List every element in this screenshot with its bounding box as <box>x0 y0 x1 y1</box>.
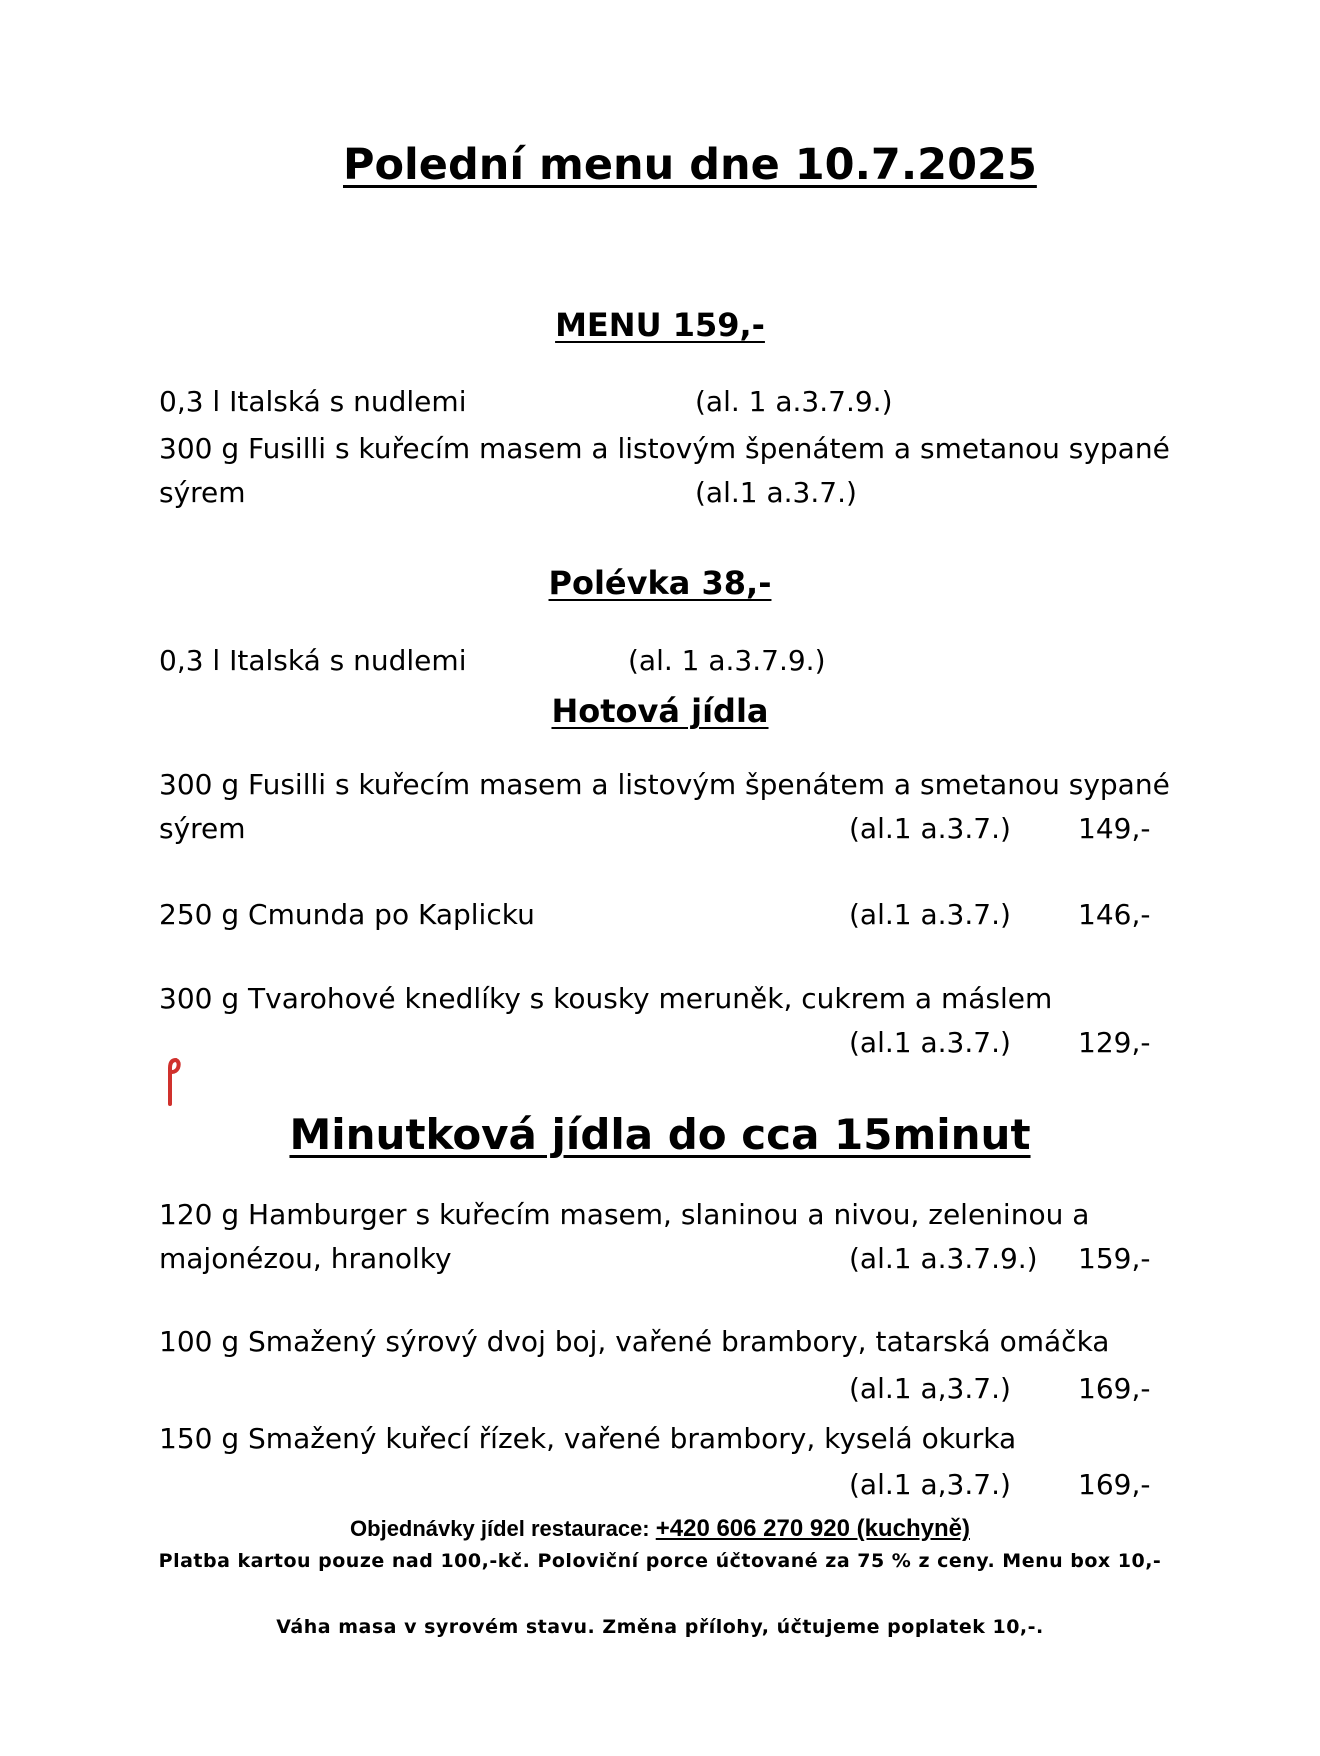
quick-meal-3-line1: 150 g Smažený kuřecí řízek, vařené brambory, kyselá okurka <box>159 1422 1017 1455</box>
red-pin-mark-icon <box>166 1056 182 1106</box>
quick-meal-1-price: 159,- <box>1078 1242 1151 1275</box>
page-title: Polední menu dne 10.7.2025 <box>343 140 1037 190</box>
ready-meal-1-line1: 300 g Fusilli s kuřecím masem a listovým špenátem a smetanou sypané <box>159 768 1170 801</box>
ready-meal-1-line2: sýrem <box>159 812 246 845</box>
footer-note-weight: Váha masa v syrovém stavu. Změna přílohy, účtujeme poplatek 10,-. <box>276 1616 1044 1638</box>
menu-heading: MENU 159,- <box>555 306 765 344</box>
quick-meal-3-price: 169,- <box>1078 1468 1151 1501</box>
soup-line-allergens: (al. 1 a.3.7.9.) <box>628 644 826 677</box>
quick-meal-1-allergens: (al.1 a.3.7.9.) <box>849 1242 1038 1275</box>
ready-meal-2-allergens: (al.1 a.3.7.) <box>849 898 1011 931</box>
soup-line-text: 0,3 l Italská s nudlemi <box>159 644 467 677</box>
menu-line-2-text: 300 g Fusilli s kuřecím masem a listovým špenátem a smetanou sypané <box>159 432 1170 465</box>
footer-contact <box>0 1515 1320 1543</box>
menu-line-3-allergens: (al.1 a.3.7.) <box>695 476 857 509</box>
menu-line-1-text: 0,3 l Italská s nudlemi <box>159 385 467 418</box>
quick-meal-1-line1: 120 g Hamburger s kuřecím masem, slaninou a nivou, zeleninou a <box>159 1198 1090 1231</box>
ready-meals-heading: Hotová jídla <box>551 692 769 730</box>
ready-meal-3-line1: 300 g Tvarohové knedlíky s kousky meruněk, cukrem a máslem <box>159 982 1053 1015</box>
ready-meal-2-price: 146,- <box>1078 898 1151 931</box>
footer-contact-label: Objednávky jídel restaurace: <box>350 1516 656 1541</box>
footer-contact-phone[interactable]: +420 606 270 920 (kuchyně) <box>655 1515 970 1542</box>
ready-meal-1-price: 149,- <box>1078 812 1151 845</box>
quick-meal-2-line1: 100 g Smažený sýrový dvoj boj, vařené brambory, tatarská omáčka <box>159 1325 1110 1358</box>
quick-meals-heading: Minutková jídla do cca 15minut <box>289 1110 1031 1159</box>
ready-meal-1-allergens: (al.1 a.3.7.) <box>849 812 1011 845</box>
ready-meal-3-price: 129,- <box>1078 1026 1151 1059</box>
footer-note-payment: Platba kartou pouze nad 100,-kč. Poloviční porce účtované za 75 % z ceny. Menu box 10,- <box>158 1550 1162 1572</box>
menu-line-1-allergens: (al. 1 a.3.7.9.) <box>695 385 893 418</box>
ready-meal-3-allergens: (al.1 a.3.7.) <box>849 1026 1011 1059</box>
quick-meal-2-price: 169,- <box>1078 1372 1151 1405</box>
quick-meal-3-allergens: (al.1 a,3.7.) <box>849 1468 1011 1501</box>
quick-meal-2-allergens: (al.1 a,3.7.) <box>849 1372 1011 1405</box>
soup-heading: Polévka 38,- <box>548 564 772 602</box>
quick-meal-1-line2: majonézou, hranolky <box>159 1242 452 1275</box>
menu-line-3-text: sýrem <box>159 476 246 509</box>
ready-meal-2-line1: 250 g Cmunda po Kaplicku <box>159 898 535 931</box>
